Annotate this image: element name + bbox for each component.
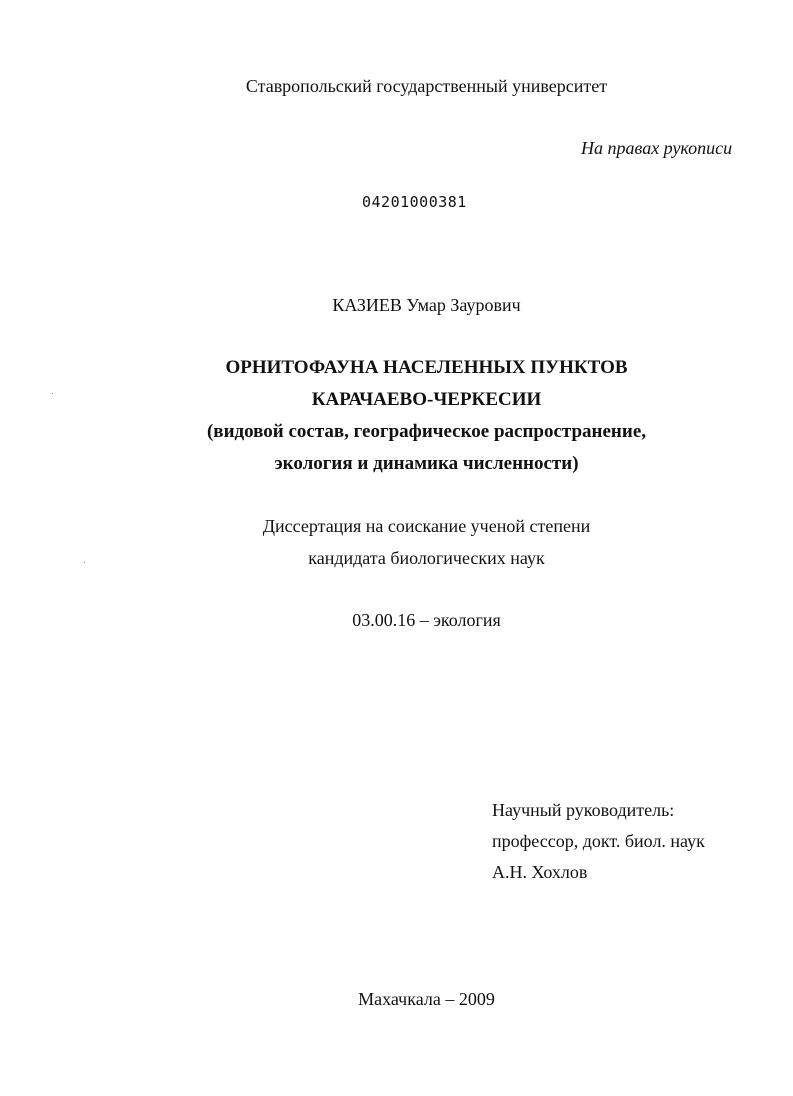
supervisor-name: А.Н. Хохлов	[492, 862, 588, 882]
specialty-code: 03.00.16 – экология	[352, 610, 501, 630]
subtitle-line-1: (видовой состав, географическое распространение,	[206, 421, 647, 442]
supervisor-label: Научный руководитель:	[492, 800, 675, 820]
manuscript-note: На правах рукописи	[581, 138, 733, 158]
degree-line-2: кандидата биологических наук	[308, 548, 545, 568]
title-line-1: ОРНИТОФАУНА НАСЕЛЕННЫХ ПУНКТОВ	[225, 357, 628, 378]
author-name: КАЗИЕВ Умар Заурович	[332, 295, 521, 315]
supervisor-title: профессор, докт. биол. наук	[492, 831, 705, 851]
scan-speck	[52, 393, 53, 394]
university-name: Ставропольский государственный университет	[245, 76, 608, 96]
subtitle-line-2: экология и динамика численности)	[274, 453, 579, 474]
title-line-2: КАРАЧАЕВО-ЧЕРКЕСИИ	[311, 389, 542, 410]
city-year: Махачкала – 2009	[358, 989, 495, 1009]
degree-line-1: Диссертация на соискание ученой степени	[262, 516, 591, 536]
scan-speck	[84, 562, 85, 563]
registration-number: 04201000381	[362, 193, 467, 211]
